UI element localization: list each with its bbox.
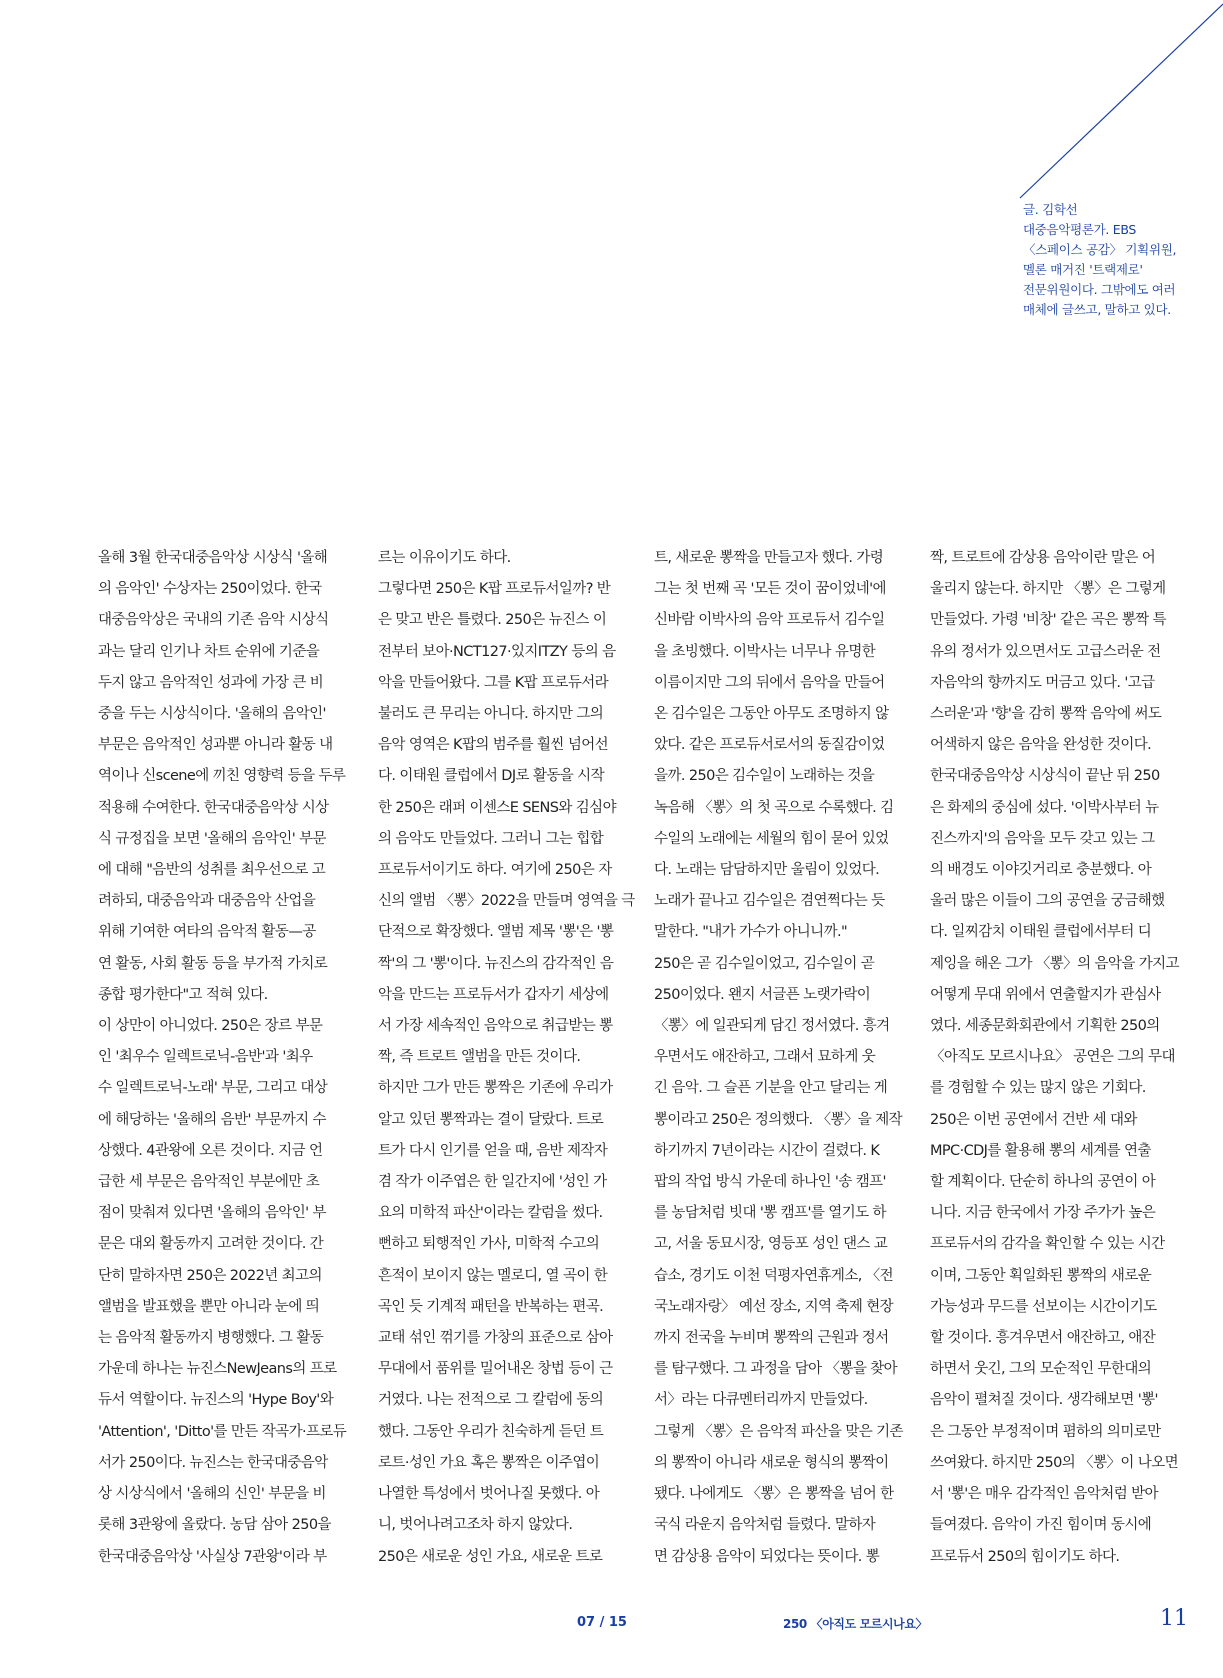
text-line: 음악 영역은 K팝의 범주를 훨씬 넘어선 (378, 737, 609, 754)
text-line: 을까. 250은 김수일이 노래하는 것을 (654, 768, 875, 785)
text-line: 진스까지'의 음악을 모두 갖고 있는 그 (930, 830, 1155, 847)
text-line: 국노래자랑〉 예선 장소, 지역 축제 현장 (654, 1298, 894, 1315)
text-line: 과는 달리 인기나 차트 순위에 기준을 (98, 643, 320, 660)
text-line: 를 탐구했다. 그 과정을 담아 〈뽕을 찾아 (654, 1361, 898, 1378)
text-line: 하기까지 7년이라는 시간이 걸렸다. K (654, 1142, 880, 1159)
text-line: 할 것이다. 흥겨우면서 애잔하고, 애잔 (930, 1330, 1156, 1347)
text-line: 말한다. "내가 가수가 아니니까." (654, 924, 848, 941)
text-line: 다. 노래는 담담하지만 울림이 있었다. (654, 862, 880, 879)
text-line: 의 뽕짝이 아니라 새로운 형식의 뽕짝이 (654, 1454, 889, 1471)
text-line: 울러 많은 이들이 그의 공연을 궁금해했 (930, 893, 1165, 910)
text-line: 녹음해 〈뽕〉의 첫 곡으로 수록했다. 김 (654, 799, 894, 816)
text-line: 했다. 그동안 우리가 친숙하게 듣던 트 (378, 1423, 604, 1440)
text-line: 〈아직도 모르시나요〉 공연은 그의 무대 (930, 1049, 1175, 1066)
text-line: 부문은 음악적인 성과뿐 아니라 활동 내 (98, 737, 333, 754)
text-line: 트가 다시 인기를 얻을 때, 음반 제작자 (378, 1142, 608, 1159)
text-line: 250은 곧 김수일이었고, 김수일이 곧 (654, 955, 875, 972)
text-line: 어색하지 않은 음악을 완성한 것이다. (930, 737, 1152, 754)
text-line: 수 일렉트로닉-노래' 부문, 그리고 대상 (98, 1080, 328, 1097)
text-line: 르는 이유이기도 하다. (378, 550, 511, 566)
text-line: 가운데 하나는 뉴진스NewJeans의 프로 (98, 1361, 337, 1378)
text-line: 의 음악인' 수상자는 250이었다. 한국 (98, 581, 322, 598)
article-title: 250 〈아직도 모르시나요〉 (783, 1617, 928, 1631)
text-line: 니, 벗어나려고조차 하지 않았다. (378, 1517, 573, 1534)
diagonal-line (0, 0, 1223, 210)
text-line: 문은 대외 활동까지 고려한 것이다. 간 (98, 1236, 324, 1253)
text-line: 우면서도 애잔하고, 그래서 묘하게 웃 (654, 1049, 876, 1066)
text-line: 악을 만드는 프로듀서가 갑자기 세상에 (378, 986, 609, 1003)
text-line: 음악이 펼쳐질 것이다. 생각해보면 '뽕' (930, 1392, 1158, 1409)
text-line: 한국대중음악상 시상식이 끝난 뒤 250 (930, 768, 1160, 785)
text-line: 무대에서 품위를 밀어내온 창법 등이 근 (378, 1361, 613, 1378)
text-line: 두지 않고 음악적인 성과에 가장 큰 비 (98, 674, 324, 691)
text-line: 나열한 특성에서 벗어나질 못했다. 아 (378, 1486, 600, 1503)
text-line: 상했다. 4관왕에 오른 것이다. 지금 언 (98, 1142, 323, 1159)
text-line: 250은 새로운 성인 가요, 새로운 트로 (378, 1548, 603, 1565)
text-line: 적용해 수여한다. 한국대중음악상 시상 (98, 799, 329, 816)
text-line: 가능성과 무드를 선보이는 시간이기도 (930, 1298, 1157, 1315)
text-line: 짝, 즉 트로트 앨범을 만든 것이다. (378, 1049, 581, 1066)
text-line: 곡인 듯 기계적 패턴을 반복하는 편곡. (378, 1298, 604, 1315)
text-line: 은 맞고 반은 틀렸다. 250은 뉴진스 이 (378, 612, 607, 629)
text-line: 는 음악적 활동까지 병행했다. 그 활동 (98, 1330, 324, 1347)
text-line: 250은 이번 공연에서 건반 세 대와 (930, 1111, 1137, 1128)
text-line: 프로듀서이기도 하다. 여기에 250은 자 (378, 862, 612, 879)
text-line: 에 해당하는 '올해의 음반' 부문까지 수 (98, 1111, 326, 1128)
text-line: 트, 새로운 뽕짝을 만들고자 했다. 가령 (654, 550, 884, 566)
author-bio (1023, 200, 1213, 320)
text-line: 뽕이라고 250은 정의했다. 〈뽕〉을 제작 (654, 1111, 903, 1128)
text-line: 온 김수일은 그동안 아무도 조명하지 않 (654, 706, 889, 723)
text-line: 국식 라운지 음악처럼 들렸다. 말하자 (654, 1517, 876, 1534)
text-line: 올해 3월 한국대중음악상 시상식 '올해 (98, 550, 328, 566)
text-line: 울리지 않는다. 하지만 〈뽕〉은 그렇게 (930, 581, 1166, 598)
text-line: 인 '최우수 일렉트로닉-음반'과 '최우 (98, 1049, 313, 1066)
text-line: 이 상만이 아니었다. 250은 장르 부문 (98, 1018, 323, 1035)
text-line: 악을 만들어왔다. 그를 K팝 프로듀서라 (378, 674, 609, 691)
text-line: 상 시상식에서 '올해의 신인' 부문을 비 (98, 1486, 326, 1503)
author-line: 멜론 매거진 '트랙제로' (1023, 262, 1143, 277)
text-line: 서〉라는 다큐멘터리까지 만들었다. (654, 1392, 868, 1409)
text-line: 신의 앨범 〈뽕〉2022을 만들며 영역을 극 (378, 893, 635, 910)
text-line: MPC·CDJ를 활용해 뽕의 세계를 연출 (930, 1142, 1151, 1159)
text-line: 그는 첫 번째 곡 '모든 것이 꿈이었네'에 (654, 581, 886, 598)
text-line: 위해 기여한 여타의 음악적 활동—공 (98, 924, 316, 941)
text-line: 그렇다면 250은 K팝 프로듀서일까? 반 (378, 581, 611, 598)
text-line: 의 배경도 이야깃거리로 충분했다. 아 (930, 862, 1152, 879)
text-line: 긴 음악. 그 슬픈 기분을 안고 달리는 게 (654, 1080, 888, 1097)
text-line: 스러운'과 '향'을 감히 뽕짝 음악에 써도 (930, 706, 1162, 723)
text-line: 점이 맞춰져 있다면 '올해의 음악인' 부 (98, 1205, 326, 1222)
text-line: 연 활동, 사회 활동 등을 부가적 가치로 (98, 955, 328, 972)
text-line: 됐다. 나에게도 〈뽕〉은 뽕짝을 넘어 한 (654, 1486, 894, 1503)
text-line: 서가 250이다. 뉴진스는 한국대중음악 (98, 1454, 328, 1471)
text-line: 까지 전국을 누비며 뽕짝의 근원과 정서 (654, 1330, 889, 1347)
text-line: 습소, 경기도 이천 덕평자연휴게소, 〈전 (654, 1267, 894, 1284)
text-line: 다. 이태원 클럽에서 DJ로 활동을 시작 (378, 768, 604, 785)
text-line: 을 초빙했다. 이박사는 너무나 유명한 (654, 643, 876, 660)
text-line: 'Attention', 'Ditto'를 만든 작곡가·프로듀 (98, 1423, 347, 1440)
text-line: 대중음악상은 국내의 기존 음악 시상식 (98, 612, 329, 629)
text-line: 를 경험할 수 있는 많지 않은 기회다. (930, 1080, 1146, 1097)
text-line: 은 화제의 중심에 섰다. '이박사부터 뉴 (930, 799, 1159, 816)
text-line: 쓰여왔다. 하지만 250의 〈뽕〉이 나오면 (930, 1454, 1179, 1471)
text-line: 앨범을 발표했을 뿐만 아니라 눈에 띄 (98, 1298, 320, 1315)
text-line: 자음악의 향까지도 머금고 있다. '고급 (930, 674, 1155, 691)
text-line: 서 '뽕'은 매우 감각적인 음악처럼 받아 (930, 1486, 1158, 1503)
text-line: 를 농담처럼 빗대 '뽕 캠프'를 열기도 하 (654, 1205, 886, 1222)
text-line: 역이나 신scene에 끼친 영향력 등을 두루 (98, 768, 346, 785)
text-line: 겸 작가 이주엽은 한 일간지에 '성인 가 (378, 1174, 607, 1191)
text-line: 흔적이 보이지 않는 멜로디, 열 곡이 한 (378, 1267, 608, 1284)
text-line: 중을 두는 시상식이다. '올해의 음악인' (98, 706, 326, 723)
text-line: 불러도 큰 무리는 아니다. 하지만 그의 (378, 706, 604, 723)
text-line: 요의 미학적 파산'이라는 칼럼을 썼다. (378, 1205, 603, 1222)
author-line: 〈스페이스 공감〉 기획위원, (1023, 242, 1177, 257)
text-line: 면 감상용 음악이 되었다는 뜻이다. 뽕 (654, 1548, 880, 1565)
author-line: 대중음악평론가. EBS (1023, 222, 1137, 237)
text-line: 〈뽕〉에 일관되게 담긴 정서였다. 흥겨 (654, 1018, 890, 1035)
text-line: 교태 섞인 꺾기를 가창의 표준으로 삼아 (378, 1330, 613, 1347)
text-line: 종합 평가한다"고 적혀 있다. (98, 986, 268, 1003)
author-line: 글. 김학선 (1023, 202, 1078, 217)
text-line: 고, 서울 동묘시장, 영등포 성인 댄스 교 (654, 1236, 888, 1253)
text-line: 롯해 3관왕에 올랐다. 농담 삼아 250을 (98, 1517, 331, 1534)
text-line: 한 250은 래퍼 이센스E SENS와 김심야 (378, 799, 616, 816)
text-line: 다. 일찌감치 이태원 클럽에서부터 디 (930, 924, 1152, 941)
text-column-1 (98, 543, 358, 1573)
text-line: 어떻게 무대 위에서 연출할지가 관심사 (930, 986, 1161, 1003)
text-line: 이름이지만 그의 뒤에서 음악을 만들어 (654, 674, 885, 691)
text-line: 250이었다. 왠지 서글픈 노랫가락이 (654, 986, 871, 1003)
text-line: 니다. 지금 한국에서 가장 주가가 높은 (930, 1205, 1156, 1222)
text-line: 그렇게 〈뽕〉은 음악적 파산을 맞은 기존 (654, 1423, 903, 1440)
text-line: 신바람 이박사의 음악 프로듀서 김수일 (654, 612, 885, 629)
text-line: 의 음악도 만들었다. 그러니 그는 힙합 (378, 830, 604, 847)
text-line: 짝'의 그 '뽕'이다. 뉴진스의 감각적인 음 (378, 955, 614, 972)
text-line: 거였다. 나는 전적으로 그 칼럼에 동의 (378, 1392, 604, 1409)
text-line: 였다. 세종문화회관에서 기획한 250의 (930, 1018, 1160, 1035)
page-indicator: 07 / 15 (577, 1615, 627, 1630)
text-line: 할 계획이다. 단순히 하나의 공연이 아 (930, 1174, 1156, 1191)
text-line: 식 규정집을 보면 '올해의 음악인' 부문 (98, 830, 326, 847)
text-line: 았다. 같은 프로듀서로서의 동질감이었 (654, 737, 885, 754)
text-line: 짝, 트로트에 감상용 음악이란 말은 어 (930, 550, 1156, 566)
text-line: 제잉을 해온 그가 〈뽕〉의 음악을 가지고 (930, 955, 1179, 972)
text-line: 알고 있던 뽕짝과는 결이 달랐다. 트로 (378, 1111, 604, 1128)
text-line: 급한 세 부문은 음악적인 부분에만 초 (98, 1174, 320, 1191)
text-column-2 (378, 543, 638, 1573)
text-line: 들여졌다. 음악이 가진 힘이며 동시에 (930, 1517, 1152, 1534)
author-line: 매체에 글쓰고, 말하고 있다. (1023, 302, 1171, 317)
text-line: 려하되, 대중음악과 대중음악 산업을 (98, 893, 316, 910)
text-line: 로트·성인 가요 혹은 뽕짝은 이주엽이 (378, 1454, 600, 1471)
text-line: 에 대해 "음반의 성취를 최우선으로 고 (98, 862, 326, 879)
text-line: 단적으로 확장했다. 앨범 제목 '뽕'은 '뽕 (378, 924, 614, 941)
text-column-4 (930, 543, 1190, 1573)
text-line: 서 가장 세속적인 음악으로 취급받는 뽕 (378, 1018, 613, 1035)
text-line: 이며, 그동안 획일화된 뽕짝의 새로운 (930, 1267, 1152, 1284)
text-line: 하면서 웃긴, 그의 모순적인 무한대의 (930, 1361, 1152, 1378)
text-column-3 (654, 543, 914, 1573)
author-line: 전문위원이다. 그밖에도 여러 (1023, 282, 1176, 297)
text-line: 프로듀서 250의 힘이기도 하다. (930, 1548, 1120, 1565)
text-line: 은 그동안 부정적이며 폄하의 의미로만 (930, 1423, 1161, 1440)
text-line: 하지만 그가 만든 뽕짝은 기존에 우리가 (378, 1080, 613, 1097)
text-line: 만들었다. 가령 '비창' 같은 곡은 뽕짝 특 (930, 612, 1166, 629)
text-line: 단히 말하자면 250은 2022년 최고의 (98, 1267, 322, 1284)
text-line: 팝의 작업 방식 가운데 하나인 '송 캠프' (654, 1174, 886, 1191)
text-line: 프로듀서의 감각을 확인할 수 있는 시간 (930, 1236, 1165, 1253)
text-line: 수일의 노래에는 세월의 힘이 묻어 있었 (654, 830, 889, 847)
text-line: 전부터 보아·NCT127·있지ITZY 등의 음 (378, 643, 616, 660)
text-line: 노래가 끝나고 김수일은 겸연쩍다는 듯 (654, 893, 885, 910)
text-line: 유의 정서가 있으면서도 고급스러운 전 (930, 643, 1161, 660)
text-line: 듀서 역할이다. 뉴진스의 'Hype Boy'와 (98, 1392, 334, 1409)
page-number: 11 (1160, 1606, 1188, 1631)
text-line: 뻔하고 퇴행적인 가사, 미학적 수고의 (378, 1236, 600, 1253)
text-line: 한국대중음악상 '사실상 7관왕'이라 부 (98, 1548, 327, 1565)
